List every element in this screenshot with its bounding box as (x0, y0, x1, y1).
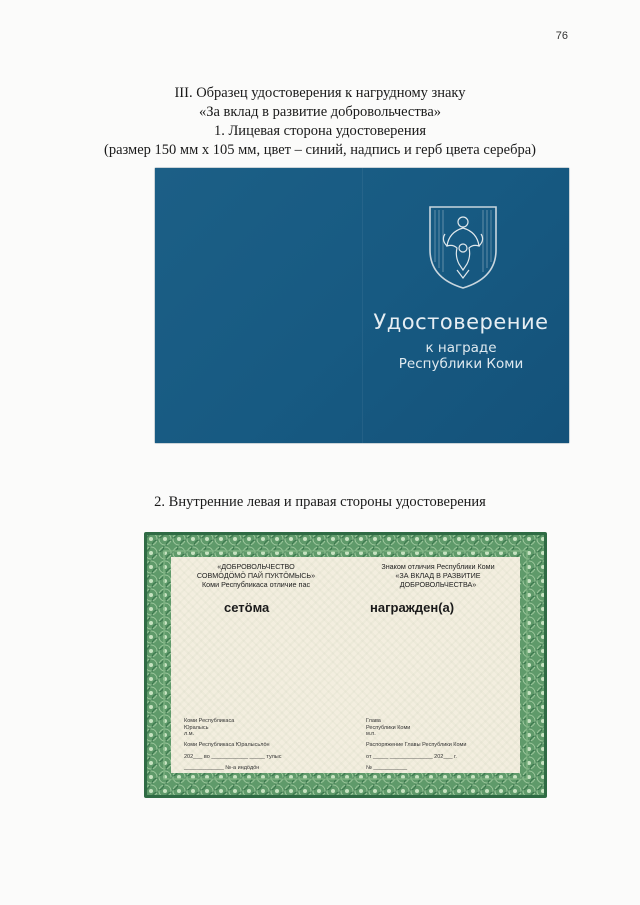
cover-subtitle-2: Республики Коми (398, 356, 524, 372)
cover-title: Удостоверение (373, 310, 549, 334)
left-big-word: сетöма (224, 600, 270, 615)
right-decree: Распоряжение Главы Республики Коми (366, 742, 467, 748)
right-number-line: № ___________ (366, 765, 408, 771)
page-number: 76 (555, 30, 568, 42)
left-header-line-1: «ДОБРОВОЛЬЧЕСТВО (217, 562, 295, 571)
right-header-line-1: Знаком отличия Республики Коми (381, 562, 495, 571)
right-header-line-2: «ЗА ВКЛАД В РАЗВИТИЕ (395, 571, 481, 580)
right-sig-line-3: м.п. (366, 731, 376, 737)
heading-line-4: (размер 150 мм х 105 мм, цвет – синий, надпись и герб цвета серебра) (104, 142, 536, 158)
left-header-line-2: СОВМÖДÖМÖ ПАЙ ПУКТÖМЫСЬ» (196, 571, 316, 580)
heading-line-1: III. Образец удостоверения к нагрудному знаку (174, 85, 466, 101)
left-header (176, 562, 336, 589)
right-header-line-3: ДОБРОВОЛЬЧЕСТВА» (399, 580, 477, 589)
page-heading (0, 84, 640, 160)
right-header (358, 562, 518, 589)
left-signature-block (184, 718, 234, 738)
right-signature-block (366, 718, 410, 738)
heading-line-3: 1. Лицевая сторона удостоверения (213, 123, 427, 139)
left-number-line: _____________ №-а индöдöн (184, 765, 260, 771)
left-sig-line-2: Юралысь (184, 724, 209, 731)
section-2-title: 2. Внутренние левая и правая стороны удостоверения (154, 494, 486, 510)
right-date-line: от _____ ______________ 202___ г. (366, 754, 457, 760)
right-big-word: награжден(а) (370, 600, 455, 615)
heading-line-2: «За вклад в развитие добровольчества» (198, 104, 442, 120)
right-sig-line-1: Глава (366, 718, 381, 724)
left-sig-line-3: л.м. (184, 731, 195, 737)
certificate-inner-spread (144, 532, 547, 798)
right-sig-line-2: Республики Коми (366, 724, 411, 731)
inner-paper (171, 557, 520, 773)
left-sig-line-1: Коми Республикаса (184, 718, 235, 724)
cover-fold (362, 168, 363, 443)
left-date-line: 202___ во ____________ _____ тулыс (184, 754, 282, 760)
left-header-line-3: Коми Республикаса отличие пас (201, 580, 311, 589)
komi-coat-of-arms-icon (427, 204, 499, 290)
certificate-cover (155, 168, 569, 443)
cover-subtitle-1: к награде (425, 340, 497, 356)
left-decree: Коми Республикаса Юралысьлöн (184, 742, 270, 748)
